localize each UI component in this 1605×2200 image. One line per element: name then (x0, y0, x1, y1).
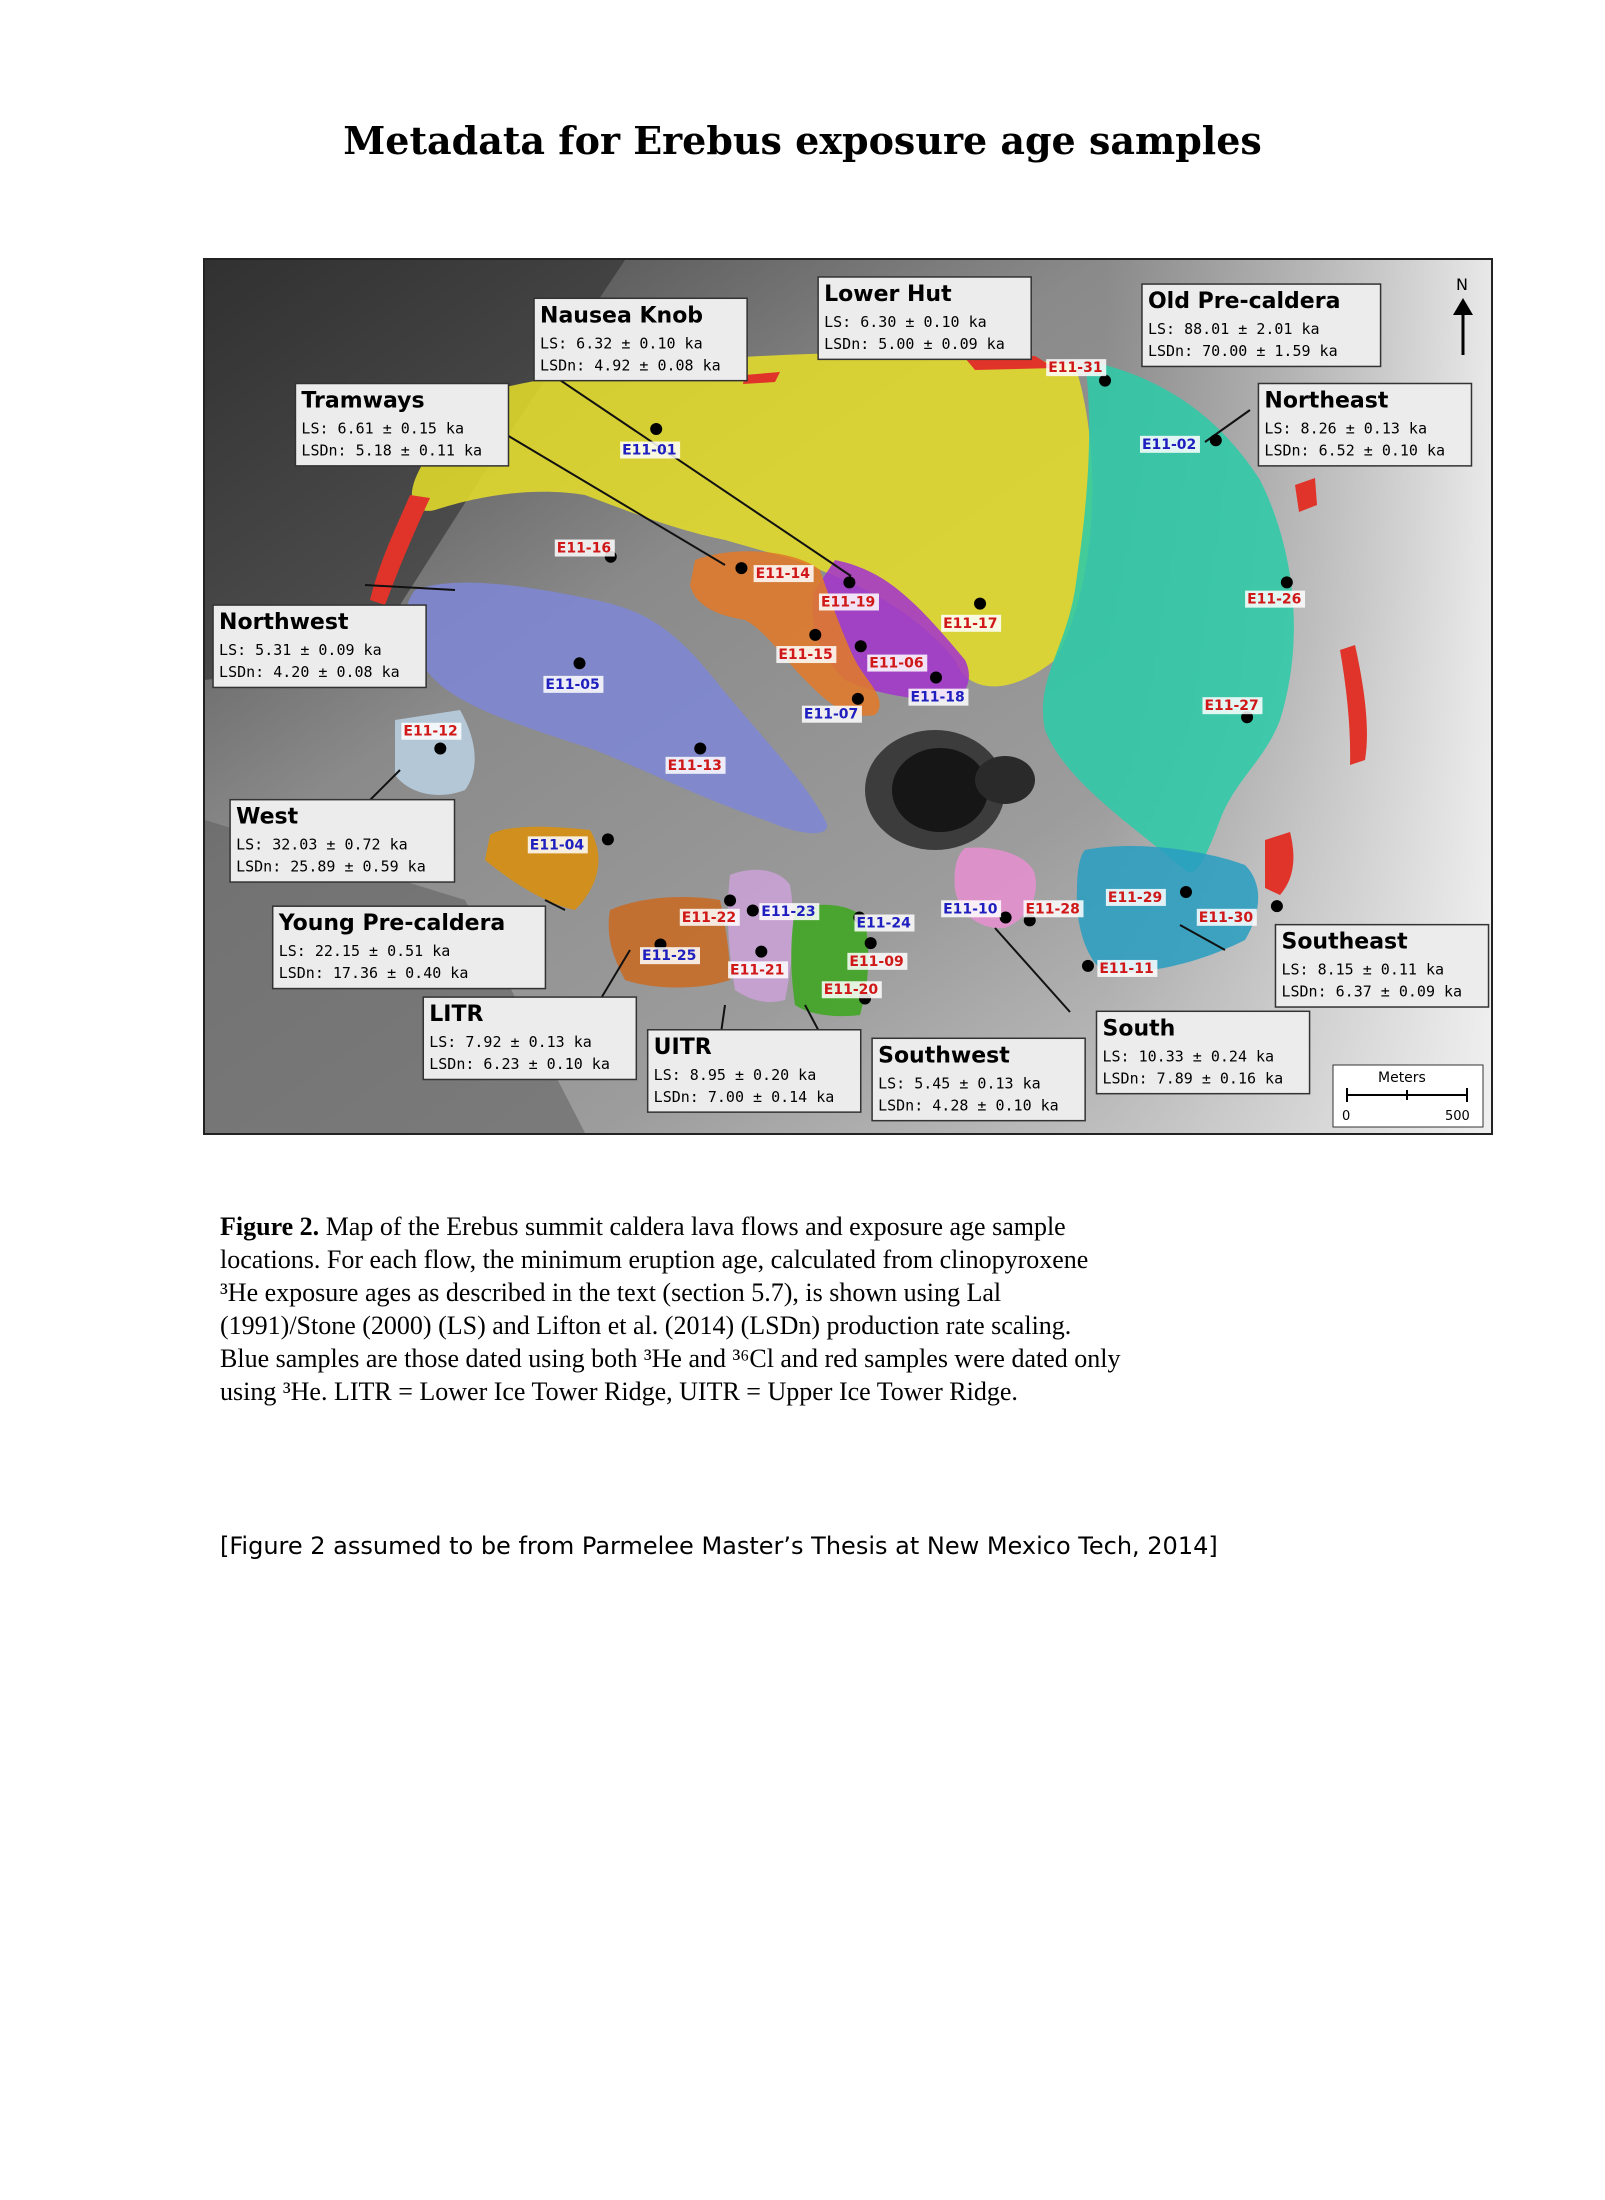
flow-info-box (1142, 284, 1381, 366)
sample-label: E11-02 (1141, 436, 1197, 453)
flow-info-box (230, 800, 454, 882)
sample-marker (1082, 960, 1094, 972)
caption-line: ³He exposure ages as described in the text (section 5.7), is shown using Lal (220, 1278, 1002, 1307)
sample-marker (930, 672, 942, 684)
scale-max: 500 (1445, 1109, 1470, 1124)
sample-marker (843, 576, 855, 588)
flow-ls-age: LS: 7.92 ± 0.13 ka (429, 1033, 592, 1052)
flow-ls-age: LS: 5.31 ± 0.09 ka (219, 641, 382, 660)
sample-label: E11-20 (823, 982, 879, 999)
sample-marker (865, 937, 877, 949)
sample-label: E11-21 (730, 962, 785, 979)
flow-info-box (1258, 383, 1471, 465)
flow-name: West (236, 804, 299, 830)
flow-ls-age: LS: 32.03 ± 0.72 ka (236, 835, 408, 854)
sample-marker (852, 693, 864, 705)
caption-line: using ³He. LITR = Lower Ice Tower Ridge, UITR = Upper Ice Tower Ridge. (220, 1377, 1018, 1406)
sample-label: E11-18 (910, 689, 965, 706)
sample-marker (724, 895, 736, 907)
flow-lsdn-age: LSDn: 5.18 ± 0.11 ka (301, 441, 483, 460)
flow-ls-age: LS: 6.30 ± 0.10 ka (824, 312, 987, 331)
sample-marker (1271, 900, 1283, 912)
flow-lsdn-age: LSDn: 4.92 ± 0.08 ka (540, 356, 721, 375)
flow-lsdn-age: LSDn: 4.20 ± 0.08 ka (219, 663, 400, 682)
sample-label: E11-17 (943, 615, 998, 632)
flow-lsdn-age: LSDn: 7.89 ± 0.16 ka (1102, 1069, 1284, 1088)
page-title: Metadata for Erebus exposure age samples (343, 118, 1262, 163)
sample-label: E11-16 (556, 540, 612, 557)
sample-label: E11-13 (667, 757, 722, 774)
sample-marker (809, 629, 821, 641)
flow-lsdn-age: LSDn: 4.28 ± 0.10 ka (878, 1096, 1059, 1115)
sample-marker (1000, 912, 1012, 924)
sample-label: E11-15 (778, 647, 833, 664)
flow-info-box (1097, 1011, 1310, 1093)
caption-line: (1991)/Stone (2000) (LS) and Lifton et al. (2014) (LSDn) production rate scaling. (220, 1311, 1072, 1340)
flow-info-box (534, 298, 747, 380)
flow-name: Old Pre-caldera (1147, 289, 1341, 315)
flow-info-box (423, 997, 636, 1079)
flow-ls-age: LS: 6.32 ± 0.10 ka (540, 334, 703, 353)
flow-lsdn-age: LSDn: 6.23 ± 0.10 ka (429, 1055, 610, 1074)
sample-label: E11-04 (529, 837, 585, 854)
flow-lsdn-age: LSDn: 6.37 ± 0.09 ka (1281, 982, 1463, 1001)
sample-marker (694, 743, 706, 755)
flow-info-box (1275, 925, 1488, 1007)
flow-info-box (648, 1030, 861, 1112)
scale-bar (1333, 1065, 1483, 1127)
sample-label: E11-14 (755, 566, 810, 583)
flow-name: Southeast (1281, 929, 1408, 955)
sample-marker (1099, 375, 1111, 387)
flow-ls-age: LS: 22.15 ± 0.51 ka (278, 942, 451, 961)
flow-ls-age: LS: 8.15 ± 0.11 ka (1281, 960, 1445, 979)
north-label: N (1456, 275, 1468, 294)
sample-label: E11-12 (403, 723, 458, 740)
scale-title: Meters (1378, 1070, 1426, 1086)
flow-ls-age: LS: 8.26 ± 0.13 ka (1264, 419, 1427, 438)
flow-ls-age: LS: 8.95 ± 0.20 ka (653, 1065, 817, 1084)
sample-label: E11-24 (856, 915, 911, 932)
sample-marker (974, 598, 986, 610)
flow-name: LITR (429, 1002, 484, 1028)
flow-info-box (213, 605, 426, 687)
flow-info-box (273, 906, 546, 988)
sample-marker (1180, 886, 1192, 898)
sample-label: E11-23 (761, 904, 816, 921)
flow-name: Young Pre-caldera (278, 911, 506, 937)
sample-label: E11-01 (622, 442, 677, 459)
flow-name: Southwest (878, 1043, 1010, 1069)
flow-info-box (295, 383, 508, 465)
sample-label: E11-22 (681, 909, 737, 926)
caption-label: Figure 2. (220, 1212, 320, 1241)
caption-line: Map of the Erebus summit caldera lava flows and exposure age sample (325, 1212, 1066, 1241)
flow-lsdn-age: LSDn: 25.89 ± 0.59 ka (236, 857, 426, 876)
sample-label: E11-05 (545, 676, 600, 693)
flow-name: Lower Hut (824, 281, 952, 307)
sample-marker (1281, 576, 1293, 588)
flow-ls-age: LS: 10.33 ± 0.24 ka (1102, 1047, 1275, 1066)
sample-marker (747, 904, 759, 916)
flow-lsdn-age: LSDn: 17.36 ± 0.40 ka (278, 964, 469, 983)
figure-caption (220, 1210, 1480, 1408)
flow-lsdn-age: LSDn: 5.00 ± 0.09 ka (824, 334, 1005, 353)
sample-marker (574, 657, 586, 669)
flow-lsdn-age: LSDn: 7.00 ± 0.14 ka (653, 1087, 835, 1106)
sample-marker (602, 833, 614, 845)
flow-lsdn-age: LSDn: 70.00 ± 1.59 ka (1147, 342, 1338, 361)
caption-line: locations. For each flow, the minimum eruption age, calculated from clinopyroxene (220, 1245, 1089, 1274)
sample-marker (855, 640, 867, 652)
crater-side-pit (975, 756, 1035, 804)
flow-name: Northwest (219, 610, 349, 636)
flow-ls-age: LS: 88.01 ± 2.01 ka (1147, 320, 1320, 339)
flow-name: Tramways (301, 388, 425, 414)
flow-name: Nausea Knob (540, 303, 704, 329)
sample-label: E11-11 (1099, 960, 1154, 977)
sample-label: E11-28 (1025, 901, 1080, 918)
flow-name: UITR (653, 1034, 712, 1060)
sample-label: E11-09 (849, 953, 904, 970)
flow-info-box (818, 277, 1031, 359)
sample-label: E11-26 (1247, 591, 1302, 608)
caption-line: Blue samples are those dated using both ³He and ³⁶Cl and red samples were dated only (220, 1344, 1121, 1373)
flow-name: South (1102, 1016, 1176, 1042)
sample-marker (650, 423, 662, 435)
flow-lsdn-age: LSDn: 6.52 ± 0.10 ka (1264, 441, 1446, 460)
sample-label: E11-29 (1107, 889, 1163, 906)
caldera-map (203, 258, 1493, 1135)
flow-info-box (872, 1038, 1085, 1120)
sample-label: E11-25 (642, 948, 697, 965)
sample-marker (1210, 434, 1222, 446)
sample-label: E11-07 (803, 706, 859, 723)
flow-name: Northeast (1264, 388, 1389, 414)
flow-ls-age: LS: 6.61 ± 0.15 ka (301, 419, 464, 438)
sample-label: E11-19 (820, 594, 876, 611)
sample-label: E11-30 (1198, 909, 1254, 926)
sample-label: E11-31 (1048, 360, 1103, 377)
flow-ls-age: LS: 5.45 ± 0.13 ka (878, 1074, 1041, 1093)
sample-label: E11-27 (1204, 698, 1259, 715)
sample-label: E11-06 (869, 655, 924, 672)
scale-min: 0 (1342, 1109, 1351, 1124)
sample-marker (434, 743, 446, 755)
crater-pit (892, 748, 988, 832)
source-note: [Figure 2 assumed to be from Parmelee Master’s Thesis at New Mexico Tech, 2014] (220, 1532, 1218, 1560)
sample-label: E11-10 (943, 901, 998, 918)
sample-marker (755, 946, 767, 958)
sample-marker (735, 562, 747, 574)
flow-area-uitr (728, 870, 793, 1002)
